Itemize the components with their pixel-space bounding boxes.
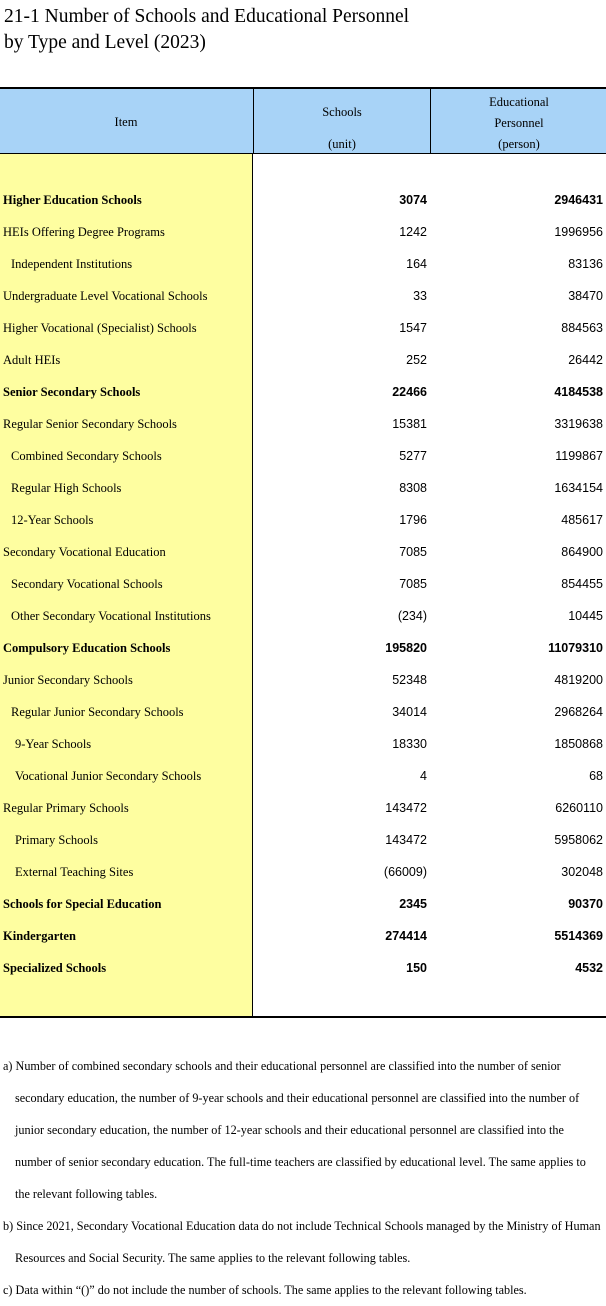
table-row	[0, 858, 606, 890]
footnote-text: c) Data within “()” do not include the number of schools. The same applies to the relevant following tables.	[3, 1283, 527, 1297]
table-row	[0, 634, 606, 666]
row-personnel-value: 6260110	[555, 801, 603, 815]
row-schools-value: 195820	[385, 641, 427, 655]
table-row	[0, 250, 606, 282]
row-personnel-value: 5958062	[554, 833, 603, 847]
row-personnel-value: 4819200	[554, 673, 603, 687]
table-row	[0, 602, 606, 634]
table-row	[0, 794, 606, 826]
row-label: Higher Education Schools	[3, 193, 142, 207]
row-schools-value: 4	[420, 769, 427, 783]
row-personnel-value: 11079310	[548, 641, 603, 655]
row-label: External Teaching Sites	[15, 865, 134, 879]
row-personnel-value: 4184538	[554, 385, 603, 399]
table-row	[0, 506, 606, 538]
row-label: Secondary Vocational Education	[3, 545, 166, 559]
table-row	[0, 826, 606, 858]
row-personnel-value: 90370	[568, 897, 603, 911]
row-schools-value: (234)	[397, 609, 427, 623]
row-label: Combined Secondary Schools	[11, 449, 162, 463]
row-label: Regular Primary Schools	[3, 801, 129, 815]
row-schools-value: 3074	[399, 193, 427, 207]
row-personnel-value: 2968264	[554, 705, 603, 719]
row-schools-value: 52348	[392, 673, 427, 687]
row-schools-value: 150	[406, 961, 427, 975]
header-schools-label: Schools	[322, 105, 362, 119]
row-personnel-value: 26442	[568, 353, 603, 367]
table-row	[0, 410, 606, 442]
row-label: Secondary Vocational Schools	[11, 577, 163, 591]
row-label: Vocational Junior Secondary Schools	[15, 769, 202, 783]
table-row	[0, 698, 606, 730]
table-row	[0, 570, 606, 602]
row-personnel-value: 5514369	[554, 929, 603, 943]
header-personnel-cell	[430, 89, 606, 153]
footnote-text: b) Since 2021, Secondary Vocational Education data do not include Technical Schools managed by the Ministry of Human Resources and Social Security. The same applies to the relevant following tables.	[3, 1219, 601, 1265]
footnote	[3, 1050, 603, 1210]
row-label: Regular Senior Secondary Schools	[3, 417, 177, 431]
row-schools-value: 22466	[392, 385, 427, 399]
table-row	[0, 922, 606, 954]
header-personnel-unit: (person)	[498, 137, 540, 151]
row-schools-value: 7085	[399, 545, 427, 559]
row-schools-value: 274414	[385, 929, 427, 943]
table-row	[0, 730, 606, 762]
row-personnel-value: 1996956	[554, 225, 603, 239]
header-item-cell	[0, 89, 252, 153]
table-row	[0, 666, 606, 698]
row-schools-value: 18330	[392, 737, 427, 751]
table-row	[0, 346, 606, 378]
footnote-text: a) Number of combined secondary schools and their educational personnel are classified into the number of senior secondary education, the number of 9-year schools and their educational personnel are classified into the number of junior secondary education, the number of 12-year schools and their educational personnel are classified into the number of senior secondary education. The full-time teachers are classified by educational level. The same applies to the relevant following tables.	[3, 1059, 586, 1201]
row-label: Regular High Schools	[11, 481, 122, 495]
table-row	[0, 218, 606, 250]
table-body	[0, 154, 606, 1018]
header-personnel-label-2: Personnel	[494, 116, 544, 130]
table-header	[0, 87, 606, 154]
row-label: HEIs Offering Degree Programs	[3, 225, 165, 239]
row-label: Specialized Schools	[3, 961, 107, 975]
header-schools-unit: (unit)	[328, 137, 356, 151]
row-label: Regular Junior Secondary Schools	[11, 705, 184, 719]
row-schools-value: 252	[406, 353, 427, 367]
row-schools-value: 34014	[392, 705, 427, 719]
row-personnel-value: 1850868	[554, 737, 603, 751]
row-personnel-value: 38470	[568, 289, 603, 303]
table-row	[0, 538, 606, 570]
table-row	[0, 314, 606, 346]
table-row	[0, 378, 606, 410]
table-row	[0, 954, 606, 986]
table-row	[0, 442, 606, 474]
row-schools-value: 143472	[385, 833, 427, 847]
row-schools-value: 1796	[399, 513, 427, 527]
table-row	[0, 474, 606, 506]
row-personnel-value: 2946431	[554, 193, 603, 207]
row-personnel-value: 854455	[561, 577, 603, 591]
table-row	[0, 890, 606, 922]
row-personnel-value: 864900	[561, 545, 603, 559]
table-row	[0, 282, 606, 314]
row-label: Adult HEIs	[3, 353, 61, 367]
row-label: Other Secondary Vocational Institutions	[11, 609, 211, 623]
row-personnel-value: 3319638	[554, 417, 603, 431]
row-label: Higher Vocational (Specialist) Schools	[3, 321, 197, 335]
row-schools-value: 15381	[392, 417, 427, 431]
row-label: Senior Secondary Schools	[3, 385, 141, 399]
row-schools-value: 1242	[399, 225, 427, 239]
row-schools-value: 8308	[399, 481, 427, 495]
title-line-2: by Type and Level (2023)	[4, 32, 206, 53]
row-personnel-value: 68	[589, 769, 603, 783]
row-schools-value: 143472	[385, 801, 427, 815]
footnotes	[3, 1050, 603, 1306]
title-line-1: 21-1 Number of Schools and Educational Personnel	[4, 6, 410, 27]
table-row	[0, 762, 606, 794]
row-personnel-value: 884563	[561, 321, 603, 335]
row-label: 9-Year Schools	[15, 737, 92, 751]
row-label: Junior Secondary Schools	[3, 673, 133, 687]
row-personnel-value: 302048	[561, 865, 603, 879]
header-schools-cell	[253, 89, 430, 153]
header-personnel-label-1: Educational	[489, 95, 549, 109]
row-personnel-value: 4532	[575, 961, 603, 975]
row-label: Independent Institutions	[11, 257, 133, 271]
row-schools-value: 2345	[399, 897, 427, 911]
row-schools-value: 5277	[399, 449, 427, 463]
data-table	[0, 87, 606, 1018]
row-label: Kindergarten	[3, 929, 76, 943]
row-label: Schools for Special Education	[3, 897, 162, 911]
row-label: Primary Schools	[15, 833, 98, 847]
footnote	[3, 1210, 603, 1274]
table-row	[0, 186, 606, 218]
row-label: 12-Year Schools	[11, 513, 94, 527]
row-schools-value: 1547	[399, 321, 427, 335]
row-schools-value: 33	[413, 289, 427, 303]
row-schools-value: (66009)	[383, 865, 427, 879]
row-personnel-value: 1199867	[555, 449, 603, 463]
footnote	[3, 1274, 603, 1306]
row-label: Undergraduate Level Vocational Schools	[3, 289, 208, 303]
row-personnel-value: 485617	[561, 513, 603, 527]
header-item-label: Item	[114, 115, 138, 129]
row-personnel-value: 10445	[568, 609, 603, 623]
page-title	[4, 4, 409, 56]
row-schools-value: 164	[406, 257, 427, 271]
row-schools-value: 7085	[399, 577, 427, 591]
row-label: Compulsory Education Schools	[3, 641, 171, 655]
row-personnel-value: 83136	[568, 257, 603, 271]
row-personnel-value: 1634154	[554, 481, 603, 495]
table-rows	[0, 186, 606, 986]
